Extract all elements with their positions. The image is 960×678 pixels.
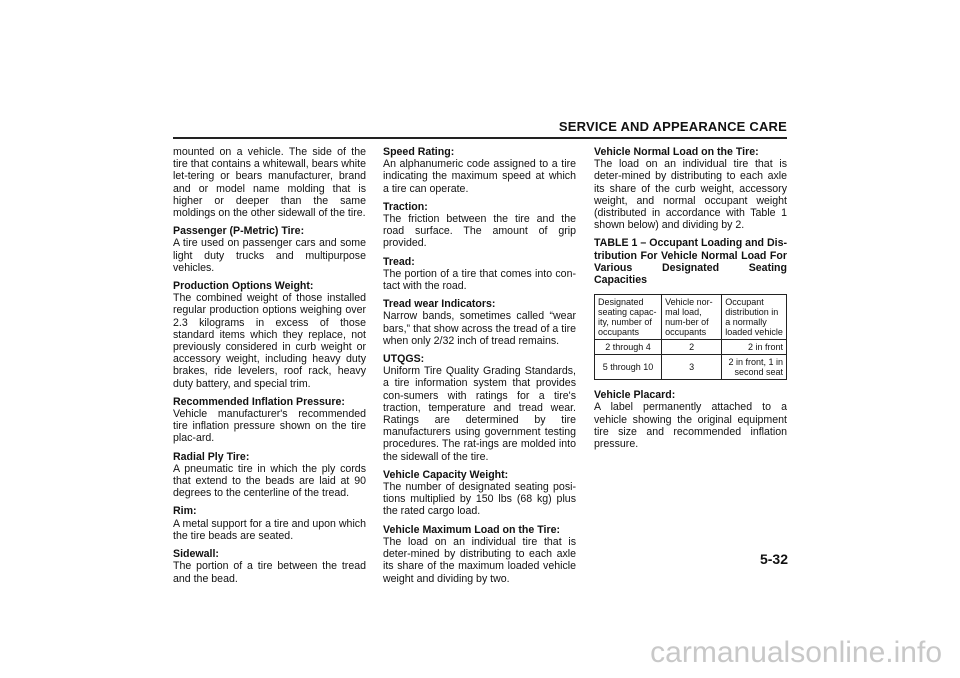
header-divider xyxy=(173,137,787,139)
glossary-entry xyxy=(383,353,576,463)
glossary-term: Tread wear Indicators: xyxy=(383,298,496,311)
glossary-term: Radial Ply Tire: xyxy=(173,450,250,463)
table-row xyxy=(595,355,787,380)
table-cell: 2 in front, 1 in second seat xyxy=(722,355,787,380)
table-header-row xyxy=(595,295,787,340)
glossary-definition: A metal support for a tire and upon which the tire beads are seated. xyxy=(173,517,366,542)
glossary-entry xyxy=(173,451,366,500)
watermark: carmanualsonline.info xyxy=(650,636,942,669)
glossary-entry xyxy=(173,505,366,542)
glossary-term: Vehicle Capacity Weight: xyxy=(383,468,509,481)
glossary-term: Vehicle Normal Load on the Tire: xyxy=(594,146,759,158)
glossary-term: UTQGS: xyxy=(383,353,425,366)
column-1 xyxy=(173,146,366,591)
glossary-entry xyxy=(383,298,576,347)
glossary-definition: A tire used on passenger cars and some light duty trucks and multipurpose vehicles. xyxy=(173,237,366,274)
glossary-term: Speed Rating: xyxy=(383,146,455,158)
table-cell: 2 in front xyxy=(722,340,787,355)
column-3 xyxy=(594,146,787,456)
page-number: 5-32 xyxy=(759,551,788,567)
table-header-cell: Designated seating capac-ity, number of occupants xyxy=(595,295,662,340)
occupant-loading-table xyxy=(594,294,787,380)
glossary-term: Vehicle Placard: xyxy=(594,389,676,402)
glossary-definition: The friction between the tire and the road surface. The amount of grip provided. xyxy=(383,213,576,250)
glossary-entry xyxy=(594,146,787,231)
glossary-definition: Uniform Tire Quality Grading Standards, a tire information system that provides con-sumers with ratings for a tire's traction, temperature and tread wear. Ratings are determined by tire manufacturers using government testing procedures. The rat-ings are molded into the sidewall of the tire. xyxy=(383,365,576,463)
glossary-entry xyxy=(594,389,787,450)
glossary-definition: The portion of a tire between the tread and the bead. xyxy=(173,560,366,585)
glossary-definition: The portion of a tire that comes into con-tact with the road. xyxy=(383,267,576,293)
section-title: SERVICE AND APPEARANCE CARE xyxy=(558,119,787,134)
glossary-term: Vehicle Maximum Load on the Tire: xyxy=(383,523,560,536)
glossary-term: Tread: xyxy=(383,255,415,268)
table-cell: 5 through 10 xyxy=(595,355,662,380)
intro-paragraph: mounted on a vehicle. The side of the tire that contains a whitewall, bears white let-tering or bears manufacturer, brand and or model name molding that is higher or deeper than the same moldings on the other sidewall of the tire. xyxy=(173,146,366,220)
glossary-definition: The number of designated seating posi-tions multiplied by 150 lbs (68 kg) plus the rated cargo load. xyxy=(383,481,576,518)
glossary-entry xyxy=(383,256,576,293)
glossary-definition: Vehicle manufacturer's recommended tire inflation pressure shown on the tire plac-ard. xyxy=(173,408,366,445)
glossary-term: Production Options Weight: xyxy=(173,280,314,293)
glossary-definition: A pneumatic tire in which the ply cords that extend to the beads are laid at 90 degrees to the centerline of the tread. xyxy=(173,462,366,500)
glossary-definition: The load on an individual tire that is deter-mined by distributing to each axle its share of the maximum loaded vehicle weight and dividing by two. xyxy=(383,535,576,585)
glossary-entry xyxy=(173,280,366,390)
table-row xyxy=(595,340,787,355)
table-header-cell: Vehicle nor-mal load, num-ber of occupants xyxy=(662,295,722,340)
glossary-entry xyxy=(173,225,366,274)
table-title: TABLE 1 – Occupant Loading and Dis-tribution For Vehicle Normal Load For Various Designated Seating Capacities xyxy=(594,237,787,287)
glossary-term: Recommended Inflation Pressure: xyxy=(173,395,345,408)
table-cell: 3 xyxy=(662,355,722,380)
glossary-definition: An alphanumeric code assigned to a tire indicating the maximum speed at which a tire can operate. xyxy=(383,158,576,195)
glossary-definition: The combined weight of those installed regular production options weighing over 2.3 kilograms in excess of those standard items which they replace, not previously considered in curb weight or accessory weight, including heavy duty brakes, ride levelers, roof rack, heavy duty battery, and special trim. xyxy=(173,292,366,390)
glossary-term: Rim: xyxy=(173,505,197,518)
glossary-entry xyxy=(173,396,366,445)
table-header-cell: Occupant distribution in a normally loaded vehicle xyxy=(722,295,787,340)
glossary-definition: The load on an individual tire that is deter-mined by distributing to each axle its share of the curb weight, accessory weight, and normal occupant weight (distributed in accordance with Table 1 shown below) and dividing by 2. xyxy=(594,158,787,232)
glossary-term: Passenger (P-Metric) Tire: xyxy=(173,225,305,238)
table-cell: 2 through 4 xyxy=(595,340,662,355)
glossary-definition: A label permanently attached to a vehicle showing the original equipment tire size and recommended inflation pressure. xyxy=(594,401,787,451)
glossary-entry xyxy=(383,201,576,250)
glossary-entry xyxy=(383,469,576,518)
glossary-term: Traction: xyxy=(383,200,428,213)
glossary-entry xyxy=(173,548,366,585)
glossary-term: Sidewall: xyxy=(173,548,219,561)
glossary-entry xyxy=(383,524,576,585)
glossary-entry xyxy=(383,146,576,195)
glossary-definition: Narrow bands, sometimes called “wear bars,” that show across the tread of a tire when only 2/32 inch of tread remains. xyxy=(383,310,576,347)
column-2 xyxy=(383,146,576,591)
table-cell: 2 xyxy=(662,340,722,355)
